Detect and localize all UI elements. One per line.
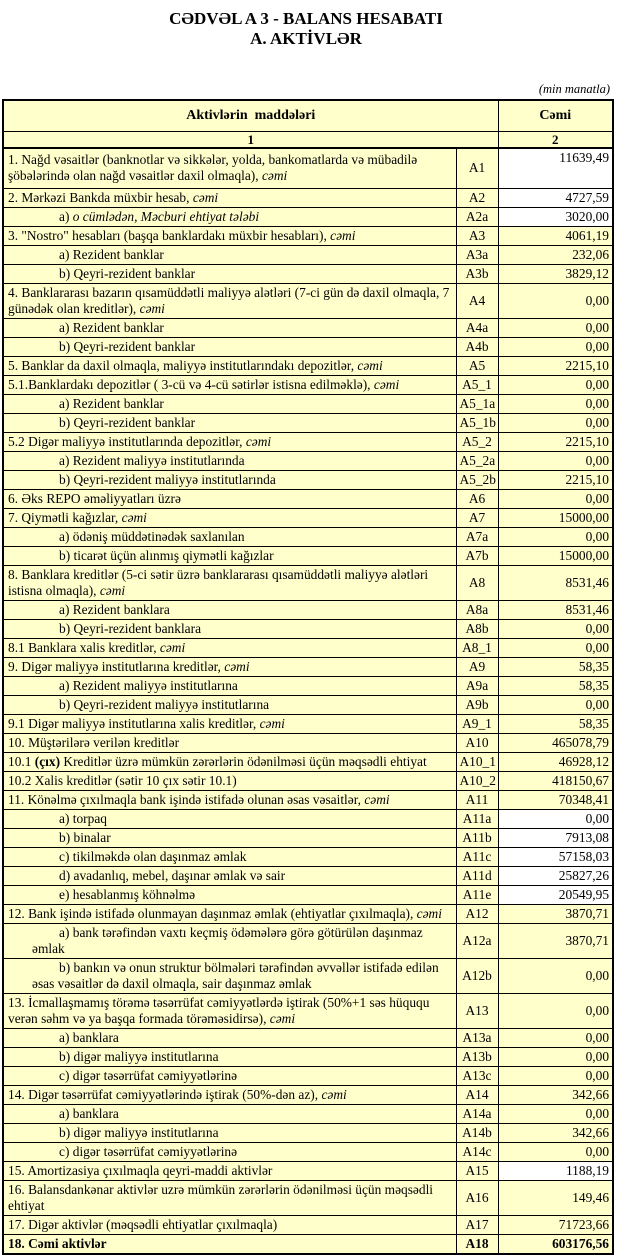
row-code: A8b — [456, 619, 498, 638]
row-label — [3, 337, 456, 356]
table-row — [3, 809, 613, 828]
row-value: 0,00 — [498, 1028, 613, 1047]
label-segment: b) Qeyri-rezident maliyyə institutlarında — [59, 471, 276, 487]
label-segment: 10. Müştərilərə verilən kreditlər — [8, 734, 180, 750]
table-row — [3, 752, 613, 771]
row-label — [3, 283, 456, 318]
row-code: A15 — [456, 1161, 498, 1180]
row-value: 0,00 — [498, 638, 613, 657]
row-code: A5_2a — [456, 451, 498, 470]
row-value: 8531,46 — [498, 565, 613, 600]
label-segment: a) banklara — [59, 1105, 119, 1121]
table-row — [3, 657, 613, 676]
table-row — [3, 264, 613, 283]
column-number-1: 1 — [3, 132, 498, 149]
row-label — [3, 318, 456, 337]
row-code: A13a — [456, 1028, 498, 1047]
row-label — [3, 546, 456, 565]
row-label — [3, 356, 456, 375]
table-row — [3, 1066, 613, 1085]
row-label — [3, 771, 456, 790]
row-value: 342,66 — [498, 1085, 613, 1104]
label-segment: a) bank tərəfindən vaxtı keçmiş ödəmələrə görə götürülən daşınmaz əmlak — [32, 924, 423, 956]
row-label — [3, 1123, 456, 1142]
row-label — [3, 790, 456, 809]
row-code: A5_2b — [456, 470, 498, 489]
row-code: A11a — [456, 809, 498, 828]
page-title — [0, 9, 612, 49]
row-value: 418150,67 — [498, 771, 613, 790]
label-segment: b) ticarət üçün alınmış qiymətli kağızlar — [59, 547, 274, 563]
row-value: 57158,03 — [498, 847, 613, 866]
label-segment: 5.1.Banklardakı depozitlər ( 3-cü və 4-cü sətirlər istisna edilməklə), — [8, 376, 374, 392]
label-segment: a) Rezident banklar — [59, 246, 164, 262]
label-segment: 8. Banklara kreditlər (5-ci sətir üzrə banklararası qısamüddətli maliyyə alətləri istisna olmaqla), — [8, 566, 429, 598]
row-label — [3, 245, 456, 264]
row-value: 0,00 — [498, 1142, 613, 1161]
row-label — [3, 809, 456, 828]
row-value: 4061,19 — [498, 226, 613, 245]
label-segment: c) digər təsərrüfat cəmiyyətlərinə — [59, 1143, 238, 1159]
row-code: A1 — [456, 148, 498, 188]
row-code: A2a — [456, 207, 498, 226]
table-row — [3, 451, 613, 470]
table-row — [3, 508, 613, 527]
row-code: A14a — [456, 1104, 498, 1123]
row-code: A5_1a — [456, 394, 498, 413]
label-segment: b) digər maliyyə institutlarına — [59, 1124, 219, 1140]
row-value: 7913,08 — [498, 828, 613, 847]
row-code: A11b — [456, 828, 498, 847]
label-segment: 10.2 Xalis kreditlər (sətir 10 çıx sətir 10.1) — [8, 772, 237, 788]
row-value: 0,00 — [498, 489, 613, 508]
label-segment: cəmi — [159, 639, 186, 655]
label-segment: a) Rezident banklar — [59, 319, 164, 335]
table-row — [3, 885, 613, 904]
row-code: A14 — [456, 1085, 498, 1104]
row-value: 232,06 — [498, 245, 613, 264]
label-segment: 9.1 Digər maliyyə institutlarına xalis kreditlər, — [8, 715, 260, 731]
table-row — [3, 904, 613, 923]
row-value: 0,00 — [498, 619, 613, 638]
row-code: A18 — [456, 1234, 498, 1254]
table-row — [3, 283, 613, 318]
label-segment: 1. Nağd vəsaitlər (banknotlar və sikkələr, yolda, bankomatlarda və mübadilə şöbələrində olan nağd vəsaitlər daxil olmaqla), — [8, 152, 418, 184]
label-segment: cəmi — [192, 189, 219, 205]
row-label — [3, 1234, 456, 1254]
row-value: 1188,19 — [498, 1161, 613, 1180]
table-row — [3, 1161, 613, 1180]
row-label — [3, 451, 456, 470]
row-value: 58,35 — [498, 714, 613, 733]
row-value: 0,00 — [498, 695, 613, 714]
row-code: A3b — [456, 264, 498, 283]
row-label — [3, 207, 456, 226]
label-segment: c) digər təsərrüfat cəmiyyətlərinə — [59, 1067, 238, 1083]
label-segment: 2. Mərkəzi Bankda müxbir hesab, — [8, 189, 193, 205]
label-segment: a) Rezident maliyyə institutlarında — [59, 452, 245, 468]
row-code: A11d — [456, 866, 498, 885]
table-row — [3, 1028, 613, 1047]
row-value: 8531,46 — [498, 600, 613, 619]
row-code: A3a — [456, 245, 498, 264]
row-code: A2 — [456, 188, 498, 207]
label-segment: 4. Banklararası bazarın qısamüddətli maliyyə alətləri (7-ci gün də daxil olmaqla, 7 günədək olan kreditlər), — [8, 284, 450, 316]
row-label — [3, 885, 456, 904]
label-segment: 10.1 — [8, 753, 35, 769]
row-label — [3, 847, 456, 866]
table-row — [3, 394, 613, 413]
row-label — [3, 733, 456, 752]
row-label — [3, 923, 456, 958]
row-label — [3, 489, 456, 508]
row-code: A10 — [456, 733, 498, 752]
row-label — [3, 638, 456, 657]
row-code: A14b — [456, 1123, 498, 1142]
table-row — [3, 866, 613, 885]
label-segment: 5. Banklar da daxil olmaqla, maliyyə institutlarındakı depozitlər, — [8, 357, 358, 373]
row-value: 2215,10 — [498, 356, 613, 375]
header-total-label: Cəmi — [498, 100, 613, 132]
row-label — [3, 432, 456, 451]
column-number-row — [3, 132, 613, 149]
row-value: 15000,00 — [498, 508, 613, 527]
row-code: A4 — [456, 283, 498, 318]
row-label — [3, 695, 456, 714]
label-segment: b) Qeyri-rezident maliyyə institutlarına — [59, 696, 270, 712]
label-segment: a) banklara — [59, 1029, 119, 1045]
row-label — [3, 752, 456, 771]
row-label — [3, 1104, 456, 1123]
table-row — [3, 356, 613, 375]
row-value: 46928,12 — [498, 752, 613, 771]
row-code: A16 — [456, 1180, 498, 1215]
row-code: A13 — [456, 993, 498, 1028]
row-value: 71723,66 — [498, 1215, 613, 1234]
row-value: 58,35 — [498, 657, 613, 676]
table-row — [3, 923, 613, 958]
row-label — [3, 1215, 456, 1234]
label-segment: 5.2 Digər maliyyə institutlarında depozitlər, — [8, 433, 246, 449]
table-row — [3, 1180, 613, 1215]
row-code: A5_1 — [456, 375, 498, 394]
row-value: 2215,10 — [498, 470, 613, 489]
label-segment: cəmi — [224, 658, 250, 674]
table-row — [3, 638, 613, 657]
row-code: A13c — [456, 1066, 498, 1085]
label-segment: b) Qeyri-rezident banklar — [59, 338, 196, 354]
label-segment: 11. Könəlmə çıxılmaqla bank işində istifadə olunan əsas vəsaitlər, — [8, 791, 365, 807]
row-code: A7b — [456, 546, 498, 565]
row-code: A11c — [456, 847, 498, 866]
row-code: A3 — [456, 226, 498, 245]
label-segment: b) Qeyri-rezident banklar — [59, 265, 196, 281]
row-label — [3, 714, 456, 733]
row-value: 0,00 — [498, 1066, 613, 1085]
table-row — [3, 527, 613, 546]
label-segment: 9. Digər maliyyə institutlarına kreditlər, — [8, 658, 225, 674]
row-value: 3870,71 — [498, 904, 613, 923]
row-code: A14c — [456, 1142, 498, 1161]
label-segment: cəmi — [259, 715, 285, 731]
row-label — [3, 993, 456, 1028]
table-body — [3, 148, 613, 1254]
table-row — [3, 413, 613, 432]
row-label — [3, 394, 456, 413]
table-row — [3, 695, 613, 714]
table-header-row — [3, 100, 613, 132]
row-code: A4b — [456, 337, 498, 356]
table-row — [3, 714, 613, 733]
row-code: A9_1 — [456, 714, 498, 733]
label-segment: 8.1 Banklara xalis kreditlər, — [8, 639, 160, 655]
row-value: 2215,10 — [498, 432, 613, 451]
row-code: A9b — [456, 695, 498, 714]
row-value: 25827,26 — [498, 866, 613, 885]
table-row — [3, 375, 613, 394]
label-segment: 3. "Nostro" hesabları (başqa banklardakı müxbir hesabları), — [8, 227, 331, 243]
table-row — [3, 546, 613, 565]
row-label — [3, 508, 456, 527]
row-value: 3829,12 — [498, 264, 613, 283]
row-label — [3, 188, 456, 207]
row-code: A7 — [456, 508, 498, 527]
row-code: A11e — [456, 885, 498, 904]
table-row — [3, 337, 613, 356]
row-value: 3020,00 — [498, 207, 613, 226]
label-segment: 14. Digər təsərrüfat cəmiyyətlərində iştirak (50%-dən az), — [8, 1086, 322, 1102]
row-label — [3, 828, 456, 847]
label-segment: c) tikilməkdə olan daşınmaz əmlak — [59, 848, 247, 864]
label-segment: cəmi — [373, 376, 400, 392]
row-label — [3, 148, 456, 188]
label-segment: 18. Cəmi aktivlər — [8, 1235, 107, 1251]
row-code: A9a — [456, 676, 498, 695]
table-row — [3, 245, 613, 264]
row-code: A8a — [456, 600, 498, 619]
label-segment: cəmi — [99, 582, 126, 598]
label-segment: a) Rezident banklar — [59, 395, 164, 411]
row-code: A17 — [456, 1215, 498, 1234]
row-code: A5_1b — [456, 413, 498, 432]
label-segment: cəmi — [139, 300, 165, 316]
label-segment: a) ödəniş müddətinədək saxlanılan — [59, 528, 245, 544]
label-segment: 7. Qiymətli kağızlar, — [8, 509, 122, 525]
row-value: 465078,79 — [498, 733, 613, 752]
table-row — [3, 790, 613, 809]
header-items-label: Aktivlərin maddələri — [3, 100, 498, 132]
row-value: 0,00 — [498, 809, 613, 828]
table-row — [3, 1215, 613, 1234]
table-row — [3, 1234, 613, 1254]
column-number-2: 2 — [498, 132, 613, 149]
table-row — [3, 1104, 613, 1123]
row-value: 4727,59 — [498, 188, 613, 207]
row-label — [3, 904, 456, 923]
row-value: 3870,71 — [498, 923, 613, 958]
table-row — [3, 600, 613, 619]
table-row — [3, 565, 613, 600]
row-label — [3, 958, 456, 993]
row-code: A11 — [456, 790, 498, 809]
row-label — [3, 1028, 456, 1047]
unit-note: (min manatla) — [538, 82, 610, 96]
label-segment: 6. Əks REPO əməliyyatları üzrə — [8, 490, 181, 506]
row-code: A12b — [456, 958, 498, 993]
row-value: 58,35 — [498, 676, 613, 695]
row-value: 11639,49 — [498, 148, 613, 188]
row-label — [3, 1180, 456, 1215]
row-code: A12 — [456, 904, 498, 923]
label-segment: cəmi — [269, 1010, 296, 1026]
table-row — [3, 676, 613, 695]
label-segment: 15. Amortizasiya çıxılmaqla qeyri-maddi aktivlər — [8, 1162, 273, 1178]
row-value: 0,00 — [498, 394, 613, 413]
table-row — [3, 619, 613, 638]
table-row — [3, 733, 613, 752]
row-label — [3, 1161, 456, 1180]
balance-sheet-table — [2, 99, 614, 1255]
table-row — [3, 188, 613, 207]
label-segment: b) binalar — [59, 829, 111, 845]
document-page — [0, 9, 612, 1255]
row-value: 342,66 — [498, 1123, 613, 1142]
table-row — [3, 207, 613, 226]
table-row — [3, 489, 613, 508]
row-code: A8_1 — [456, 638, 498, 657]
row-value: 0,00 — [498, 318, 613, 337]
table-row — [3, 1123, 613, 1142]
row-value: 20549,95 — [498, 885, 613, 904]
label-segment: a) Rezident banklara — [59, 601, 170, 617]
row-label — [3, 600, 456, 619]
label-segment: cəmi — [357, 357, 383, 373]
label-segment: cəmi — [416, 905, 442, 921]
row-code: A13b — [456, 1047, 498, 1066]
row-value: 0,00 — [498, 958, 613, 993]
label-segment: b) bankın və onun struktur bölmələri tərəfindən əvvəllər istifadə edilən əsas vəsaitlər də daxil olmaqla, sair daşınmaz əmlak — [32, 959, 439, 991]
row-value: 0,00 — [498, 337, 613, 356]
row-value: 0,00 — [498, 1047, 613, 1066]
table-row — [3, 1085, 613, 1104]
table-row — [3, 318, 613, 337]
label-segment: b) digər maliyyə institutlarına — [59, 1048, 219, 1064]
row-label — [3, 226, 456, 245]
row-value: 0,00 — [498, 375, 613, 394]
label-segment: cəmi — [121, 509, 147, 525]
label-segment: cəmi — [245, 433, 272, 449]
table-row — [3, 1142, 613, 1161]
row-value: 15000,00 — [498, 546, 613, 565]
label-segment: (çıx) — [34, 753, 61, 769]
label-segment: o cümlədən, Məcburi ehtiyat tələbi — [72, 208, 260, 224]
label-segment: d) avadanlıq, mebel, daşınar əmlak və sair — [59, 867, 286, 883]
row-code: A8 — [456, 565, 498, 600]
row-label — [3, 527, 456, 546]
table-row — [3, 847, 613, 866]
row-label — [3, 264, 456, 283]
table-row — [3, 432, 613, 451]
table-row — [3, 958, 613, 993]
row-code: A12a — [456, 923, 498, 958]
row-value: 149,46 — [498, 1180, 613, 1215]
row-code: A4a — [456, 318, 498, 337]
row-value: 0,00 — [498, 413, 613, 432]
row-value: 0,00 — [498, 283, 613, 318]
row-label — [3, 413, 456, 432]
row-value: 603176,56 — [498, 1234, 613, 1254]
label-segment: 16. Balansdankənar aktivlər uzrə mümkün zərərlərin ödənilməsi üçün məqsədli ehtiyat — [8, 1181, 434, 1213]
row-code: A10_2 — [456, 771, 498, 790]
label-segment: 13. İcmallaşmamış törəmə təsərrüfat cəmiyyətlərdə iştirak (50%+1 səs hüququ verən səhm və ya başqa formada törəməsidirsə), — [8, 994, 430, 1026]
table-row — [3, 771, 613, 790]
row-code: A7a — [456, 527, 498, 546]
page-title-line2: A. AKTİVLƏR — [250, 29, 362, 48]
row-label — [3, 565, 456, 600]
row-label — [3, 1066, 456, 1085]
row-code: A6 — [456, 489, 498, 508]
label-segment: b) Qeyri-rezident banklar — [59, 414, 196, 430]
table-row — [3, 470, 613, 489]
row-value: 0,00 — [498, 451, 613, 470]
table-row — [3, 828, 613, 847]
label-segment: 17. Digər aktivlər (məqsədli ehtiyatlar çıxılmaqla) — [8, 1216, 278, 1232]
label-segment: a) Rezident maliyyə institutlarına — [59, 677, 238, 693]
table-row — [3, 226, 613, 245]
row-label — [3, 1085, 456, 1104]
row-label — [3, 619, 456, 638]
label-segment: Kreditlər üzrə mümkün zərərlərin ödənilməsi üçün məqsədli ehtiyat — [60, 753, 427, 769]
row-code: A10_1 — [456, 752, 498, 771]
row-label — [3, 1142, 456, 1161]
label-segment: a) torpaq — [59, 810, 107, 826]
row-code: A5 — [456, 356, 498, 375]
row-value: 70348,41 — [498, 790, 613, 809]
label-segment: cəmi — [364, 791, 390, 807]
label-segment: 12. Bank işində istifadə olunmayan daşınmaz əmlak (ehtiyatlar çıxılmaqla), — [8, 905, 417, 921]
table-row — [3, 1047, 613, 1066]
page-title-line1: CƏDVƏL A 3 - BALANS HESABATI — [169, 9, 443, 28]
row-code: A9 — [456, 657, 498, 676]
row-label — [3, 375, 456, 394]
table-row — [3, 148, 613, 188]
row-label — [3, 866, 456, 885]
row-value: 0,00 — [498, 993, 613, 1028]
label-segment: cəmi — [261, 168, 288, 184]
label-segment: b) Qeyri-rezident banklara — [59, 620, 202, 636]
row-value: 0,00 — [498, 1104, 613, 1123]
table-row — [3, 993, 613, 1028]
row-label — [3, 676, 456, 695]
label-segment: e) hesablanmış köhnəlmə — [59, 886, 196, 902]
label-segment: cəmi — [321, 1086, 347, 1102]
row-value: 0,00 — [498, 527, 613, 546]
label-segment: cəmi — [330, 227, 356, 243]
row-code: A5_2 — [456, 432, 498, 451]
row-label — [3, 470, 456, 489]
row-label — [3, 657, 456, 676]
label-segment: a) — [59, 208, 73, 224]
row-label — [3, 1047, 456, 1066]
